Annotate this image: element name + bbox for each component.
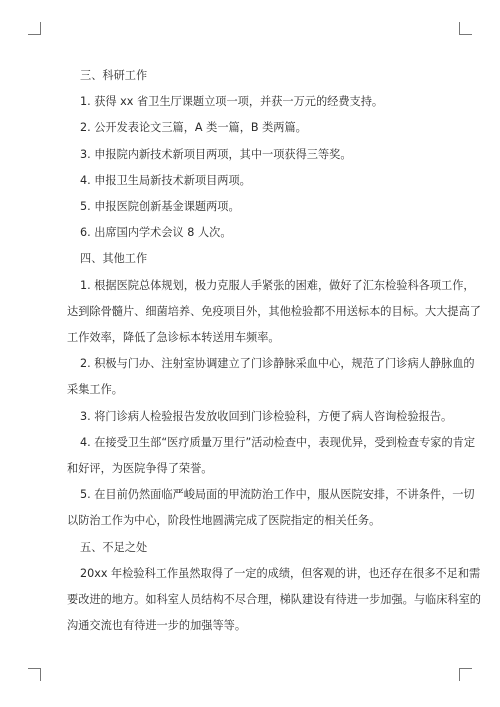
research-item-1: 1. 获得 xx 省卫生厅课题立项一项，并获一万元的经费支持。 <box>80 95 384 109</box>
section-heading-research: 三、科研工作 <box>80 69 148 82</box>
other-work-para-2-line-1: 2. 积极与门办、注射室协调建立了门诊静脉采血中心，规范了门诊病人静脉血的 <box>80 357 475 371</box>
shortcomings-para-line-2: 要改进的地方。如科室人员结构不尽合理，梯队建设有待进一步加强。与临床科室的 <box>67 593 481 607</box>
crop-mark-bottom-left <box>28 668 41 681</box>
crop-mark-bottom-right <box>459 668 472 681</box>
research-item-3: 3. 申报院内新技术新项目两项，其中一项获得三等奖。 <box>80 147 352 161</box>
shortcomings-para-line-1: 20xx 年检验科工作虽然取得了一定的成绩，但客观的讲，也还存在很多不足和需 <box>80 566 481 580</box>
other-work-para-4-line-2: 和好评，为医院争得了荣誉。 <box>67 462 213 476</box>
section-heading-other-work: 四、其他工作 <box>80 252 148 266</box>
other-work-para-3-line-1: 3. 将门诊病人检验报告发放收回到门诊检验科，方便了病人咨询检验报告。 <box>80 409 453 423</box>
research-item-5: 5. 申报医院创新基金课题两项。 <box>80 200 240 214</box>
other-work-para-4-line-1: 4. 在接受卫生部“医疗质量万里行”活动检查中，表现优异，受到检查专家的肯定 <box>80 435 476 449</box>
research-item-4: 4. 申报卫生局新技术新项目两项。 <box>80 173 251 187</box>
other-work-para-1-line-2: 达到除骨髓片、细菌培养、免疫项目外，其他检验都不用送标本的目标。大大提高了 <box>67 304 481 318</box>
other-work-para-1-line-1: 1. 根据医院总体规划，极力克服人手紧张的困难，做好了汇东检验科各项工作， <box>80 278 475 292</box>
research-item-2: 2. 公开发表论文三篇，A 类一篇，B 类两篇。 <box>80 121 307 135</box>
document-body <box>67 63 481 639</box>
other-work-para-5-line-2: 以防治工作为中心，阶段性地圆满完成了医院指定的相关任务。 <box>67 514 381 528</box>
crop-mark-top-right <box>459 22 472 35</box>
other-work-para-5-line-1: 5. 在目前仍然面临严峻局面的甲流防治工作中，服从医院安排，不讲条件，一切 <box>80 488 475 502</box>
crop-mark-top-left <box>28 22 41 35</box>
other-work-para-1-line-3: 工作效率，降低了急诊标本转送用车频率。 <box>67 331 280 345</box>
other-work-para-2-line-2: 采集工作。 <box>67 383 123 397</box>
shortcomings-para-line-3: 沟通交流也有待进一步的加强等等。 <box>67 619 247 633</box>
research-item-6: 6. 出席国内学术会议 8 人次。 <box>80 226 232 240</box>
section-heading-shortcomings: 五、不足之处 <box>80 540 148 554</box>
